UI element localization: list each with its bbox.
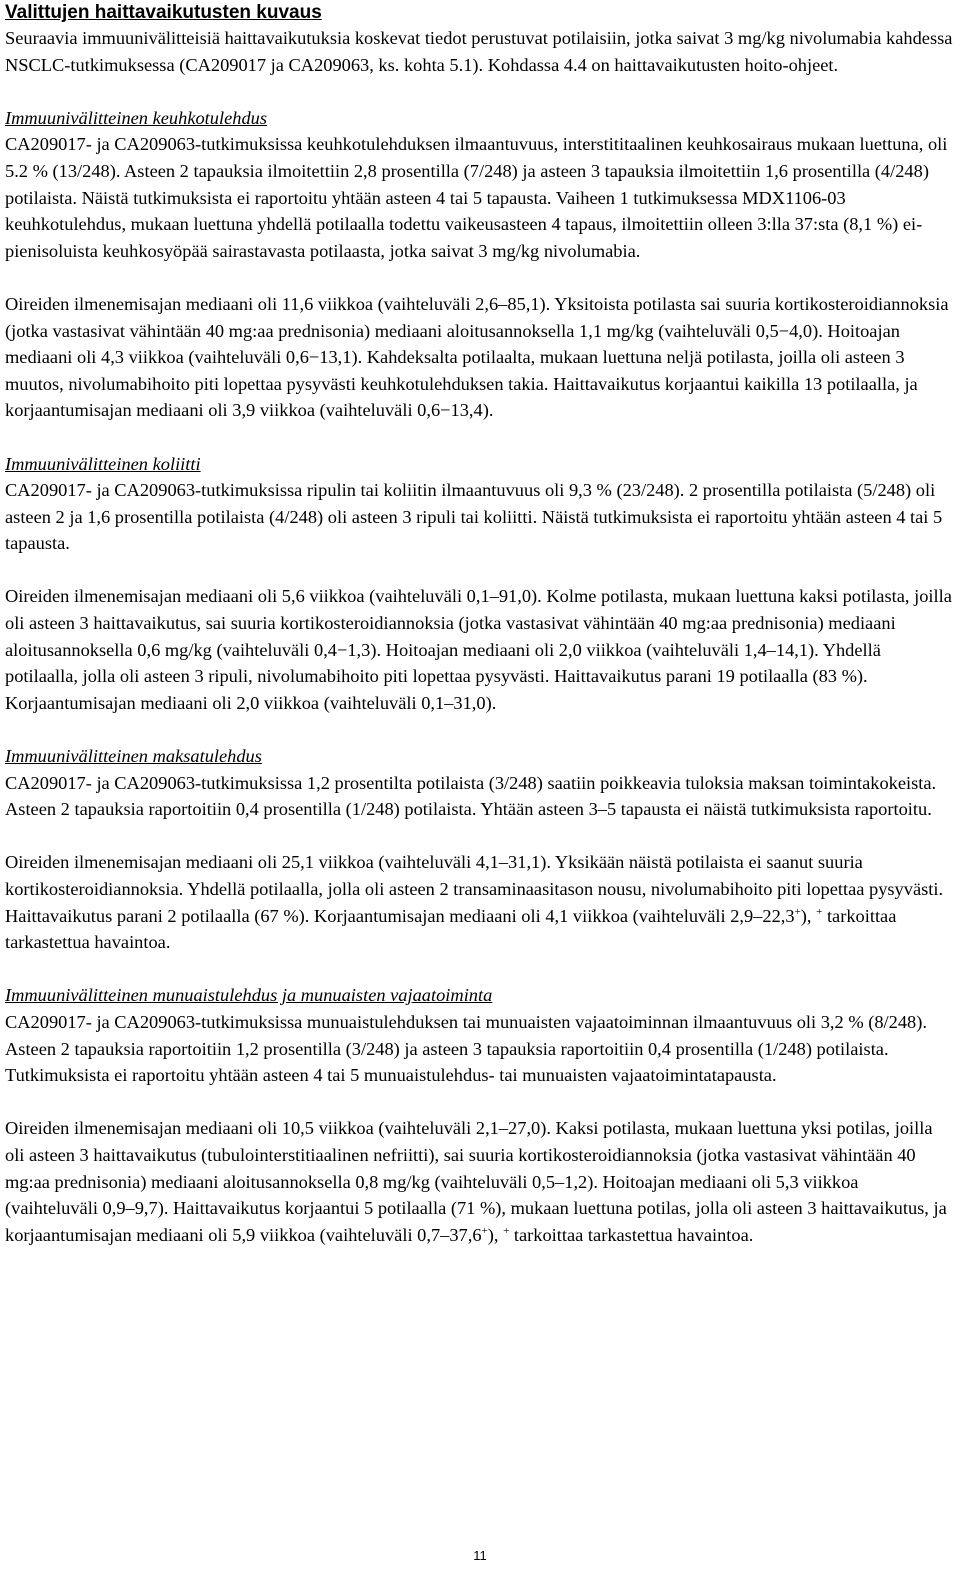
section-heading-keuhkotulehdus: Immuunivälitteinen keuhkotulehdus xyxy=(5,107,267,128)
spacer xyxy=(5,716,955,743)
section-heading-koliitti: Immuunivälitteinen koliitti xyxy=(5,453,201,474)
superscript-plus: + xyxy=(503,1224,510,1237)
intro-paragraph: Seuraavia immuunivälitteisiä haittavaikutuksia koskevat tiedot perustuvat potilaisiin, jotka saivat 3 mg/kg nivolumabia kahdessa NSCLC-tutkimuksessa (CA209017 ja CA209063, ks. kohta 5.1). Kohdassa 4.4 on haittavaikutusten hoito-ohjeet. xyxy=(5,28,953,75)
section-paragraph: CA209017- ja CA209063-tutkimuksissa keuhkotulehduksen ilmaantuvuus, interstititaalinen keuhkosairaus mukaan luettuna, oli 5.2 % (13/248). Asteen 2 tapauksia ilmoitettiin 2,8 prosentilla (7/248) ja asteen 3 tapauksia ilmoitettiin 1,6 prosentilla (4/248) potilaista. Näistä tutkimuksista ei raportoitu yhtään asteen 4 tai 5 tapausta. Vaiheen 1 tutkimuksessa MDX1106-03 keuhkotulehdus, mukaan luettuna yhdellä potilaalla todettu vaikeusasteen 4 tapaus, ilmoitettiin olleen 3:lla 37:sta (8,1 %) ei-pienisoluista keuhkosyöpää sairastavasta potilaasta, jotka saivat 3 mg/kg nivolumabia. xyxy=(5,134,948,261)
section-paragraph-with-superscript xyxy=(5,849,955,955)
superscript-plus: + xyxy=(481,1224,488,1237)
spacer xyxy=(5,557,955,584)
section-paragraph: Oireiden ilmenemisajan mediaani oli 5,6 viikkoa (vaihteluväli 0,1–91,0). Kolme potilasta, mukaan luettuna kaksi potilasta, joilla oli asteen 3 haittavaikutus, sai suuria kortikosteroidiannoksia (jotka vastasivat vähintään 40 mg:aa prednisonia) mediaani aloitusannoksella 0,6 mg/kg (vaihteluväli 0,4−1,3). Hoitoajan mediaani oli 2,0 viikkoa (vaihteluväli 1,4–14,1). Yhdellä potilaalla, jolla oli asteen 3 ripuli, nivolumabihoito piti lopettaa pysyvästi. Haittavaikutus parani 19 potilaalla (83 %). Korjaantumisajan mediaani oli 2,0 viikkoa (vaihteluväli 0,1–31,0). xyxy=(5,586,952,713)
spacer xyxy=(5,424,955,451)
section-paragraph: CA209017- ja CA209063-tutkimuksissa ripulin tai koliitin ilmaantuvuus oli 9,3 % (23/248). 2 prosentilla potilaista (5/248) oli asteen 2 ja 1,6 prosentilla potilaista (4/248) oli asteen 3 ripuli tai koliitti. Näistä tutkimuksista ei raportoitu yhtään asteen 4 tai 5 tapausta. xyxy=(5,480,943,554)
spacer xyxy=(5,1089,955,1116)
text-run: tarkoittaa tarkastettua havaintoa. xyxy=(5,905,897,953)
text-run: ), xyxy=(800,905,817,926)
section-paragraph-with-superscript xyxy=(5,1115,955,1248)
page-number: 11 xyxy=(473,1548,487,1563)
spacer xyxy=(5,823,955,850)
section-heading-munuaistulehdus: Immuunivälitteinen munuaistulehdus ja munuaisten vajaatoiminta xyxy=(5,985,493,1006)
section-paragraph: Oireiden ilmenemisajan mediaani oli 11,6 viikkoa (vaihteluväli 2,6–85,1). Yksitoista potilasta sai suuria kortikosteroidiannoksia (jotka vastasivat vähintään 40 mg:aa prednisonia) mediaani aloitusannoksella 1,1 mg/kg (vaihteluväli 0,5−4,0). Hoitoajan mediaani oli 4,3 viikkoa (vaihteluväli 0,6−13,1). Kahdeksalta potilaalta, mukaan luettuna neljä potilasta, joilla oli asteen 3 muutos, nivolumabihoito piti lopettaa pysyvästi keuhkotulehduksen takia. Haittavaikutus korjaantui kaikilla 13 potilaalla, ja korjaantumisajan mediaani oli 3,9 viikkoa (vaihteluväli 0,6−13,4). xyxy=(5,293,949,421)
spacer xyxy=(5,956,955,983)
spacer xyxy=(5,78,955,105)
superscript-plus: + xyxy=(794,905,801,918)
section-heading-maksatulehdus: Immuunivälitteinen maksatulehdus xyxy=(5,746,262,767)
spacer xyxy=(5,264,955,291)
page-title: Valittujen haittavaikutusten kuvaus xyxy=(5,2,322,23)
section-paragraph: CA209017- ja CA209063-tutkimuksissa 1,2 prosentilta potilaista (3/248) saatiin poikkeavia tuloksia maksan toimintakokeista. Asteen 2 tapauksia raportoitiin 0,4 prosentilla (1/248) potilaista. Yhtään asteen 3–5 tapausta ei näistä tutkimuksista raportoitu. xyxy=(5,772,937,820)
text-run: Oireiden ilmenemisajan mediaani oli 25,1 viikkoa (vaihteluväli 4,1–31,1). Yksikään näistä potilaista ei saanut suuria kortikosteroidiannoksia. Yhdellä potilaalla, jolla oli asteen 2 transaminaasitason nousu, nivolumabihoito piti lopettaa pysyvästi. Haittavaikutus parani 2 potilaalla (67 %). Korjaantumisajan mediaani oli 4,1 viikkoa (vaihteluväli 2,9–22,3 xyxy=(5,852,944,926)
text-run: ), xyxy=(487,1224,504,1245)
text-run: Oireiden ilmenemisajan mediaani oli 10,5 viikkoa (vaihteluväli 2,1–27,0). Kaksi potilasta, mukaan luettuna yksi potilas, joilla oli asteen 3 haittavaikutus (tubulointerstitiaalinen nefriitti), sai suuria kortikosteroidiannoksia (jotka vastasivat vähintään 40 mg:aa prednisonia) mediaani aloitusannoksella 0,8 mg/kg (vaihteluväli 0,5–1,2). Hoitoajan mediaani oli 5,3 viikkoa (vaihteluväli 0,9–9,7). Haittavaikutus korjaantui 5 potilaalla (71 %), mukaan luettuna potilas, jolla oli asteen 3 haittavaikutus, ja korjaantumisajan mediaani oli 5,9 viikkoa (vaihteluväli 0,7–37,6 xyxy=(5,1118,947,1245)
text-run: tarkoittaa tarkastettua havaintoa. xyxy=(509,1224,754,1245)
section-paragraph: CA209017- ja CA209063-tutkimuksissa munuaistulehduksen tai munuaisten vajaatoiminnan ilmaantuvuus oli 3,2 % (8/248). Asteen 2 tapauksia raportoitiin 1,2 prosentilla (3/248) ja asteen 3 tapauksia raportoitiin 0,4 prosentilla (1/248) potilaista. Tutkimuksista ei raportoitu yhtään asteen 4 tai 5 munuaistulehdus- tai munuaisten vajaatoimintatapausta. xyxy=(5,1011,927,1086)
superscript-plus: + xyxy=(816,905,823,918)
document-page xyxy=(5,0,955,1248)
